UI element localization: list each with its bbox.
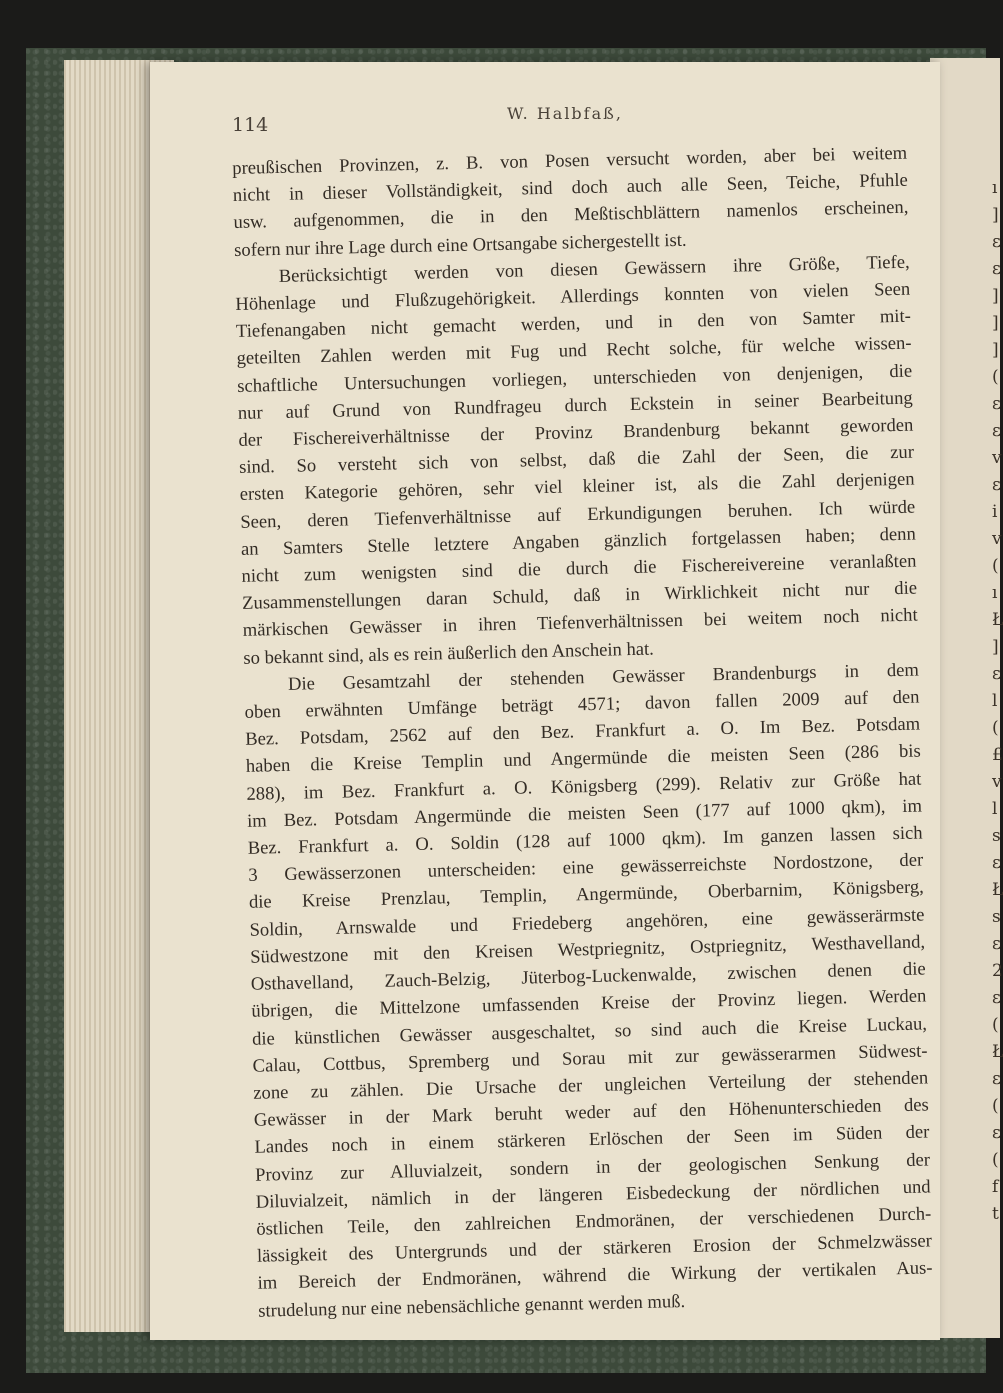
- facing-page-glyph: ε: [992, 934, 1001, 954]
- facing-page-glyph: ε: [992, 475, 1001, 495]
- text-line: Provinz zur Alluvialzeit, sondern in der geologischen Senkung der: [254, 1148, 931, 1186]
- page-header: [232, 104, 912, 144]
- text-line: im Bereich der Endmoränen, während die Wirkung der vertikalen Aus-: [257, 1257, 933, 1295]
- text-line: zone zu zählen. Die Ursache der ungleichen Verteilung der stehenden: [253, 1067, 929, 1104]
- facing-page-glyph: 2: [992, 961, 1003, 981]
- text-line: lässigkeit des Untergrunds und der stärkeren Erosion der Schmelzwässer: [256, 1230, 933, 1267]
- facing-page-glyph: (: [992, 1015, 999, 1035]
- facing-page-glyph: ]: [992, 205, 999, 225]
- facing-page-glyph: Ł: [992, 1042, 1003, 1062]
- text-line: östlichen Teile, den zahlreichen Endmoränen, der verschiedenen Durch-: [256, 1203, 932, 1240]
- text-line: die künstlichen Gewässer ausgeschaltet, so sind auch die Kreise Luckau,: [251, 1012, 928, 1050]
- facing-page-glyph: ε: [992, 853, 1001, 873]
- facing-page-glyph: ı: [992, 583, 998, 603]
- text-line: Seen, deren Tiefenverhältnisse auf Erkundigungen beruhen. Ich würde: [240, 496, 916, 533]
- text-line: Calau, Cottbus, Spremberg und Sorau mit zur gewässerarmen Südwest-: [252, 1040, 928, 1077]
- paragraph: [244, 656, 934, 1324]
- text-line: Zusammenstellungen daran Schuld, daß in Wirklichkeit nicht nur die: [241, 577, 918, 615]
- text-line: Landes noch in einem stärkeren Erlöschen der Seen im Süden der: [254, 1121, 930, 1159]
- facing-page-glyph: (: [992, 367, 999, 387]
- text-line: die Kreise Prenzlau, Templin, Angermünde, Oberbarnim, Königsberg,: [248, 876, 925, 914]
- paragraph: [232, 140, 909, 264]
- facing-page-glyph: ı: [992, 178, 998, 198]
- facing-page-glyph: ε: [992, 1123, 1001, 1143]
- text-line: Osthavelland, Zauch-Belzig, Jüterbog-Luckenwalde, zwischen denen die: [250, 958, 926, 995]
- text-line: sofern nur ihre Lage durch eine Ortsangabe sichergestellt ist.: [233, 229, 687, 261]
- text-line: der Fischereiverhältnisse der Provinz Brandenburg bekannt geworden: [238, 414, 914, 451]
- text-line: Gewässer in der Mark beruht weder auf den Höhenunterschieden des: [253, 1094, 929, 1131]
- facing-page-glyph: l: [992, 691, 998, 711]
- text-line: 3 Gewässerzonen unterscheiden: eine gewässerreichste Nordostzone, der: [248, 849, 924, 887]
- text-line: nicht zum wenigsten sind die durch die Fischereivereine veranlaßten: [241, 550, 917, 587]
- text-line: nicht in dieser Vollständigkeit, sind doch auch alle Seen, Teiche, Pfuhle: [232, 169, 908, 207]
- text-line: Soldin, Arnswalde und Friedeberg angehören, eine gewässerärmste: [249, 904, 925, 941]
- running-head: W. Halbfaß,: [507, 104, 623, 123]
- text-line: preußischen Provinzen, z. B. von Posen versucht worden, aber bei weitem: [232, 142, 908, 179]
- text-line: Berücksichtigt werden von diesen Gewässern ihre Größe, Tiefe,: [278, 251, 910, 287]
- facing-page-glyph: ε: [992, 988, 1001, 1008]
- facing-page-glyph: (: [992, 1096, 999, 1116]
- text-line: oben erwähnten Umfänge beträgt 4571; davon fallen 2009 auf den: [244, 686, 920, 723]
- text-line: geteilten Zahlen werden mit Fug und Recht solche, für welche wissen-: [236, 333, 912, 370]
- facing-page-glyph: t: [992, 1204, 999, 1224]
- facing-page-glyph: ]: [992, 340, 999, 360]
- facing-page-glyph: s: [992, 907, 1001, 927]
- facing-page-glyph: (: [992, 1150, 999, 1170]
- text-line: sind. So versteht sich von selbst, daß die Zahl der Seen, die zur: [238, 441, 915, 479]
- facing-page-glyph: ε: [992, 394, 1001, 414]
- facing-page-glyph: Ł: [992, 610, 1003, 630]
- facing-page-glyph: (: [992, 556, 999, 576]
- facing-page-glyph: ]: [992, 313, 999, 333]
- facing-page-glyph: i: [992, 502, 998, 522]
- text-line: Bez. Frankfurt a. O. Soldin (128 auf 1000 qkm). Im ganzen lassen sich: [247, 822, 923, 859]
- text-line: nur auf Grund von Rundfrageu durch Eckstein in seiner Bearbeitung: [237, 387, 913, 424]
- text-line: an Samters Stelle letztere Angaben gänzlich fortgelassen haben; denn: [240, 523, 917, 560]
- facing-page-glyph: ε: [992, 1069, 1001, 1089]
- facing-page-glyph: (: [992, 718, 999, 738]
- text-line: Höhenlage und Flußzugehörigkeit. Allerdings konnten von vielen Seen: [235, 278, 911, 315]
- facing-page-glyph: ε: [992, 259, 1001, 279]
- facing-page-glyph: £: [992, 745, 1003, 765]
- facing-page-glyph: ε: [992, 664, 1001, 684]
- text-line: ersten Kategorie gehören, sehr viel kleiner ist, als die Zahl derjenigen: [239, 469, 915, 506]
- paragraph: [234, 248, 918, 671]
- text-line: Bez. Potsdam, 2562 auf den Bez. Frankfurt a. O. Im Bez. Potsdam: [245, 713, 921, 751]
- facing-page-glyph: ε: [992, 421, 1001, 441]
- text-line: Tiefenangaben nicht gemacht werden, und in den von Samter mit-: [235, 305, 912, 343]
- facing-page-glyph: f: [992, 1177, 999, 1197]
- page-number: 114: [232, 114, 269, 136]
- facing-page-glyph: ]: [992, 637, 999, 657]
- text-line: 288), im Bez. Frankfurt a. O. Königsberg (299). Relativ zur Größe hat: [246, 768, 922, 805]
- text-line: strudelung nur eine nebensächliche genannt werden muß.: [257, 1290, 686, 1322]
- text-line: Südwestzone mit den Kreisen Westpriegnitz, Ostpriegnitz, Westhavelland,: [249, 931, 926, 968]
- text-line: usw. aufgenommen, die in den Meßtischblättern namenlos erscheinen,: [233, 197, 909, 234]
- facing-page-glyph: v: [992, 448, 1002, 468]
- body-text: [232, 140, 933, 1325]
- text-line: so bekannt sind, als es rein äußerlich den Anschein hat.: [243, 638, 655, 669]
- text-line: im Bez. Potsdam Angermünde die meisten Seen (177 auf 1000 qkm), im: [246, 795, 923, 832]
- book-page: [150, 62, 940, 1340]
- facing-page-glyph: Ł: [992, 880, 1003, 900]
- text-line: Die Gesamtzahl der stehenden Gewässer Brandenburgs in dem: [287, 659, 920, 695]
- facing-page-glyph: ]: [992, 286, 999, 306]
- text-line: übrigen, die Mittelzone umfassenden Kreise der Provinz liegen. Werden: [251, 985, 927, 1023]
- text-line: Diluvialzeit, nämlich in der längeren Eisbedeckung der nördlichen und: [255, 1176, 931, 1213]
- text-line: haben die Kreise Templin und Angermünde die meisten Seen (286 bis: [245, 741, 921, 778]
- facing-page-glyph: l: [992, 799, 998, 819]
- facing-page-glyph: v: [992, 772, 1002, 792]
- text-line: märkischen Gewässer in ihren Tiefenverhältnissen bei weitem noch nicht: [242, 605, 918, 642]
- facing-page-glyph: v: [992, 529, 1002, 549]
- facing-page-glyph: s: [992, 826, 1001, 846]
- facing-page-glyph: ε: [992, 232, 1001, 252]
- facing-page: [930, 58, 1003, 1338]
- text-line: schaftliche Untersuchungen vorliegen, unterschieden von denjenigen, die: [237, 360, 913, 397]
